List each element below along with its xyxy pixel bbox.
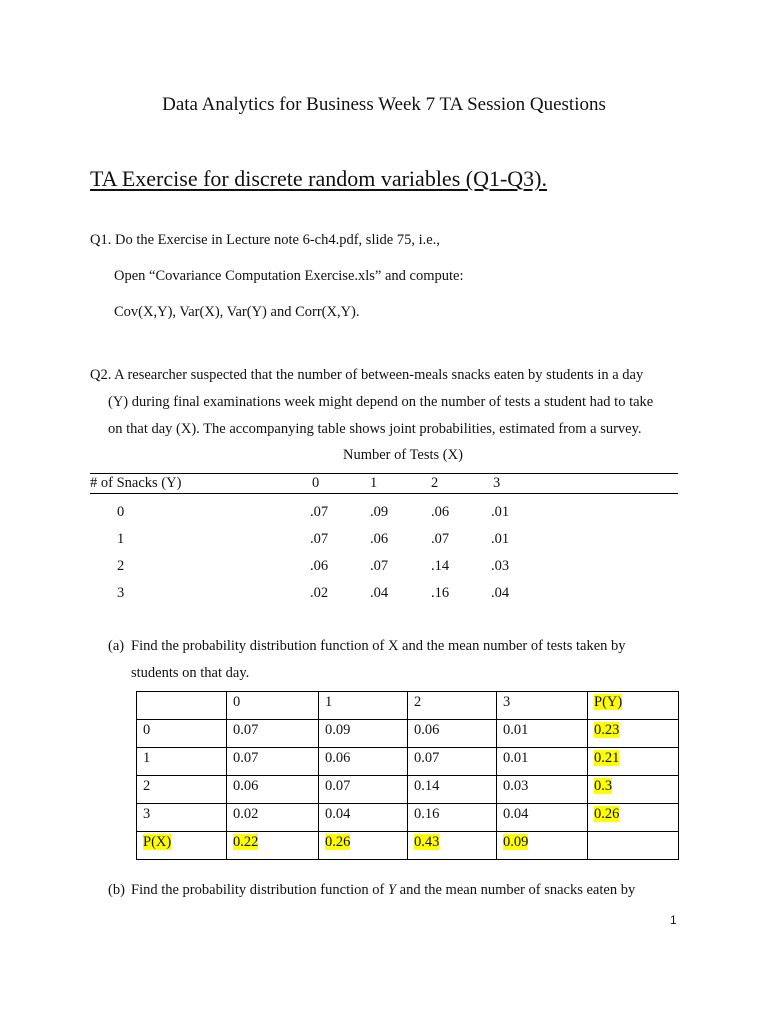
survey-cell: .14 [431,558,450,574]
survey-col-header: 0 [312,475,320,491]
table-header-cell: 1 [319,692,408,720]
survey-cell: .07 [370,558,389,574]
table-cell [588,832,679,860]
table-row [137,720,679,748]
table-header-cell: 3 [497,692,588,720]
survey-cell: .07 [310,504,329,520]
part-a-line-1: Find the probability distribution function of X and the mean number of tests taken by [131,638,626,654]
q2-line-2: (Y) during final examinations week might depend on the number of tests a student had to take [108,394,654,410]
py-value-cell: 0.26 [594,806,620,822]
py-value-cell: 0.23 [594,722,620,738]
survey-cell: .04 [370,585,389,601]
part-b-label: (b) [108,882,125,898]
table-cell: 0.09 [319,720,408,748]
survey-table-caption: Number of Tests (X) [343,447,463,463]
survey-row-header: # of Snacks (Y) [90,475,182,491]
py-header-cell: P(Y) [594,694,623,710]
survey-table-header-rule [90,493,678,494]
survey-col-header: 1 [370,475,378,491]
page-number: 1 [670,913,677,927]
part-b-text: Find the probability distribution function of [131,882,388,898]
survey-cell: .07 [431,531,450,547]
part-a-line-2: students on that day. [131,665,250,681]
survey-cell: .07 [310,531,329,547]
q1-line-2: Open “Covariance Computation Exercise.xls” and compute: [114,268,464,284]
table-header-row [137,692,679,720]
px-value-cell: 0.43 [414,834,440,850]
table-cell: 0.04 [319,804,408,832]
survey-row-label: 3 [117,585,125,601]
table-header-cell [137,692,227,720]
table-cell: 0.07 [408,748,497,776]
py-value-cell: 0.21 [594,750,620,766]
q1-line-3: Cov(X,Y), Var(X), Var(Y) and Corr(X,Y). [114,304,360,320]
table-cell: 0.07 [227,720,319,748]
survey-cell: .16 [431,585,450,601]
survey-row-label: 2 [117,558,125,574]
q2-line-1: Q2. A researcher suspected that the number of between-meals snacks eaten by students in a day [90,367,644,383]
survey-col-header: 3 [493,475,501,491]
survey-cell: .03 [491,558,510,574]
table-cell: 0.14 [408,776,497,804]
survey-cell: .06 [310,558,329,574]
table-header-cell: 2 [408,692,497,720]
py-value-cell: 0.3 [594,778,613,794]
table-cell: 0.01 [497,720,588,748]
table-cell: 2 [137,776,227,804]
px-value-cell: 0.26 [325,834,351,850]
table-row-px [137,832,679,860]
survey-cell: .02 [310,585,329,601]
survey-cell: .09 [370,504,389,520]
survey-cell: .04 [491,585,510,601]
survey-cell: .06 [370,531,389,547]
survey-table-top-rule [90,473,678,474]
table-cell: 0.06 [227,776,319,804]
q1-line-1: Q1. Do the Exercise in Lecture note 6-ch4.pdf, slide 75, i.e., [90,232,440,248]
survey-cell: .01 [491,531,510,547]
table-cell: 0.07 [227,748,319,776]
joint-probability-table [136,691,679,860]
part-b-text: and the mean number of snacks eaten by [396,882,636,898]
part-b-variable: Y [387,882,397,898]
part-b-line-1 [131,882,635,899]
section-heading: TA Exercise for discrete random variables (Q1-Q3). [90,166,548,191]
px-value-cell: 0.22 [233,834,259,850]
table-header-cell: 0 [227,692,319,720]
table-row [137,776,679,804]
table-cell: 0.02 [227,804,319,832]
table-cell: 3 [137,804,227,832]
table-cell: 0 [137,720,227,748]
q2-line-3: on that day (X). The accompanying table shows joint probabilities, estimated from a survey. [108,421,642,437]
table-cell: 1 [137,748,227,776]
survey-cell: .01 [491,504,510,520]
survey-row-label: 0 [117,504,125,520]
document-title: Data Analytics for Business Week 7 TA Session Questions [162,94,606,115]
table-cell: 0.03 [497,776,588,804]
table-cell: 0.04 [497,804,588,832]
table-cell: 0.01 [497,748,588,776]
table-cell: 0.16 [408,804,497,832]
table-row [137,804,679,832]
part-a-label: (a) [108,638,125,654]
survey-row-label: 1 [117,531,125,547]
survey-col-header: 2 [431,475,439,491]
px-label-cell: P(X) [143,834,172,850]
table-cell: 0.06 [408,720,497,748]
survey-cell: .06 [431,504,450,520]
table-cell: 0.07 [319,776,408,804]
table-row [137,748,679,776]
table-cell: 0.06 [319,748,408,776]
px-value-cell: 0.09 [503,834,529,850]
